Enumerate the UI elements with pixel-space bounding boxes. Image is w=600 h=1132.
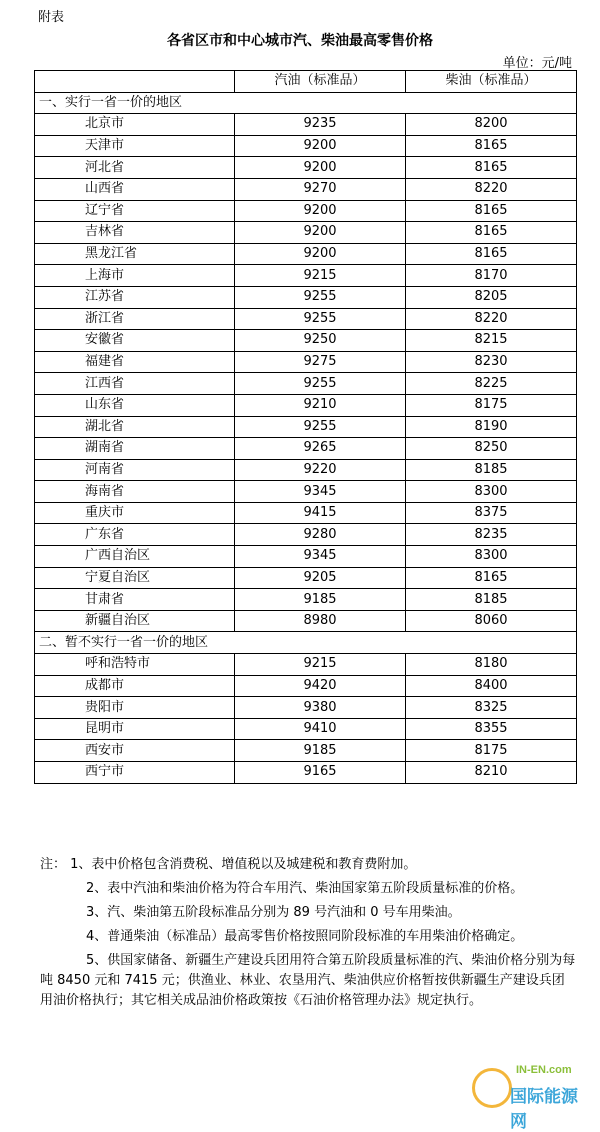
diesel-price-cell: 8250 [406, 438, 577, 460]
watermark-logo [472, 1060, 592, 1132]
region-cell: 成都市 [35, 675, 235, 697]
table-row [35, 394, 577, 416]
note-3: 3、汽、柴油第五阶段标准品分别为 89 号汽油和 0 号车用柴油。 [86, 905, 461, 920]
watermark-site: IN-EN.com [516, 1064, 572, 1076]
region-cell: 天津市 [35, 135, 235, 157]
gasoline-price-cell: 9255 [235, 286, 406, 308]
gasoline-price-cell: 9345 [235, 481, 406, 503]
gasoline-price-cell: 9215 [235, 654, 406, 676]
table-row [35, 589, 577, 611]
sun-icon [472, 1068, 512, 1108]
region-cell: 辽宁省 [35, 200, 235, 222]
diesel-price-cell: 8165 [406, 157, 577, 179]
region-cell: 吉林省 [35, 222, 235, 244]
region-cell: 湖南省 [35, 438, 235, 460]
region-cell: 新疆自治区 [35, 610, 235, 632]
gasoline-price-cell: 9220 [235, 459, 406, 481]
diesel-price-cell: 8165 [406, 567, 577, 589]
diesel-price-cell: 8165 [406, 200, 577, 222]
diesel-price-cell: 8220 [406, 178, 577, 200]
table-row [35, 222, 577, 244]
diesel-price-cell: 8185 [406, 589, 577, 611]
gasoline-price-cell: 9200 [235, 243, 406, 265]
region-cell: 甘肃省 [35, 589, 235, 611]
gasoline-price-cell: 9380 [235, 697, 406, 719]
gasoline-price-cell: 9255 [235, 416, 406, 438]
table-row [35, 200, 577, 222]
table-row [35, 330, 577, 352]
region-cell: 呼和浩特市 [35, 654, 235, 676]
gasoline-price-cell: 9185 [235, 589, 406, 611]
section-row [35, 92, 577, 114]
table-row [35, 438, 577, 460]
header-region [35, 71, 235, 93]
region-cell: 河南省 [35, 459, 235, 481]
diesel-price-cell: 8165 [406, 222, 577, 244]
region-cell: 广东省 [35, 524, 235, 546]
gasoline-price-cell: 9215 [235, 265, 406, 287]
gasoline-price-cell: 9235 [235, 114, 406, 136]
gasoline-price-cell: 9255 [235, 373, 406, 395]
region-cell: 西宁市 [35, 762, 235, 784]
table-row [35, 762, 577, 784]
gasoline-price-cell: 9210 [235, 394, 406, 416]
region-cell: 浙江省 [35, 308, 235, 330]
diesel-price-cell: 8205 [406, 286, 577, 308]
appendix-label: 附表 [38, 10, 65, 25]
diesel-price-cell: 8185 [406, 459, 577, 481]
note-5: 5、供国家储备、新疆生产建设兵团用符合第五阶段质量标准的汽、柴油价格分别为每吨 8450 元和 7415 元；供渔业、林业、农垦用汽、柴油供应价格暂按供新疆生产建设兵团用油价格执行；其它相关成品油价格政策按《石油价格管理办法》规定执行。 [40, 953, 576, 1008]
table-row [35, 697, 577, 719]
table-row [35, 546, 577, 568]
table-row [35, 351, 577, 373]
table-row [35, 481, 577, 503]
table-row [35, 459, 577, 481]
table-row [35, 610, 577, 632]
diesel-price-cell: 8220 [406, 308, 577, 330]
section-row [35, 632, 577, 654]
diesel-price-cell: 8165 [406, 135, 577, 157]
header-gasoline: 汽油（标准品） [235, 71, 406, 93]
diesel-price-cell: 8300 [406, 481, 577, 503]
region-cell: 江苏省 [35, 286, 235, 308]
note-2: 2、表中汽油和柴油价格为符合车用汽、柴油国家第五阶段质量标准的价格。 [86, 881, 524, 896]
gasoline-price-cell: 9345 [235, 546, 406, 568]
diesel-price-cell: 8200 [406, 114, 577, 136]
diesel-price-cell: 8190 [406, 416, 577, 438]
table-row [35, 740, 577, 762]
diesel-price-cell: 8215 [406, 330, 577, 352]
table-row [35, 135, 577, 157]
gasoline-price-cell: 9185 [235, 740, 406, 762]
gasoline-price-cell: 9200 [235, 157, 406, 179]
table-row [35, 114, 577, 136]
region-cell: 江西省 [35, 373, 235, 395]
table-row [35, 265, 577, 287]
gasoline-price-cell: 9200 [235, 200, 406, 222]
unit-label: 单位：元/吨 [502, 56, 572, 71]
diesel-price-cell: 8180 [406, 654, 577, 676]
table-row [35, 567, 577, 589]
gasoline-price-cell: 9415 [235, 502, 406, 524]
table-row [35, 286, 577, 308]
region-cell: 福建省 [35, 351, 235, 373]
gasoline-price-cell: 9420 [235, 675, 406, 697]
table-row [35, 157, 577, 179]
diesel-price-cell: 8170 [406, 265, 577, 287]
gasoline-price-cell: 9255 [235, 308, 406, 330]
table-header-row [35, 71, 577, 93]
region-cell: 昆明市 [35, 718, 235, 740]
diesel-price-cell: 8225 [406, 373, 577, 395]
table-row [35, 373, 577, 395]
diesel-price-cell: 8060 [406, 610, 577, 632]
header-diesel: 柴油（标准品） [406, 71, 577, 93]
gasoline-price-cell: 9250 [235, 330, 406, 352]
diesel-price-cell: 8355 [406, 718, 577, 740]
table-row [35, 675, 577, 697]
diesel-price-cell: 8165 [406, 243, 577, 265]
region-cell: 河北省 [35, 157, 235, 179]
table-row [35, 308, 577, 330]
diesel-price-cell: 8375 [406, 502, 577, 524]
diesel-price-cell: 8325 [406, 697, 577, 719]
region-cell: 宁夏自治区 [35, 567, 235, 589]
region-cell: 山西省 [35, 178, 235, 200]
gasoline-price-cell: 9200 [235, 135, 406, 157]
table-row [35, 416, 577, 438]
region-cell: 安徽省 [35, 330, 235, 352]
region-cell: 湖北省 [35, 416, 235, 438]
watermark-name: 国际能源网 [510, 1087, 578, 1132]
diesel-price-cell: 8210 [406, 762, 577, 784]
region-cell: 重庆市 [35, 502, 235, 524]
region-cell: 山东省 [35, 394, 235, 416]
table-row [35, 524, 577, 546]
table-row [35, 243, 577, 265]
table-row [35, 178, 577, 200]
region-cell: 贵阳市 [35, 697, 235, 719]
note-1: 注： 1、表中价格包含消费税、增值税以及城建税和教育费附加。 [40, 857, 417, 872]
section-label: 二、暂不实行一省一价的地区 [35, 632, 577, 654]
gasoline-price-cell: 9410 [235, 718, 406, 740]
diesel-price-cell: 8230 [406, 351, 577, 373]
gasoline-price-cell: 9205 [235, 567, 406, 589]
gasoline-price-cell: 9275 [235, 351, 406, 373]
table-row [35, 718, 577, 740]
diesel-price-cell: 8175 [406, 394, 577, 416]
gasoline-price-cell: 8980 [235, 610, 406, 632]
gasoline-price-cell: 9265 [235, 438, 406, 460]
section-label: 一、实行一省一价的地区 [35, 92, 577, 114]
diesel-price-cell: 8235 [406, 524, 577, 546]
gasoline-price-cell: 9280 [235, 524, 406, 546]
price-table [34, 70, 577, 784]
gasoline-price-cell: 9270 [235, 178, 406, 200]
region-cell: 北京市 [35, 114, 235, 136]
region-cell: 上海市 [35, 265, 235, 287]
gasoline-price-cell: 9200 [235, 222, 406, 244]
page-title: 各省区市和中心城市汽、柴油最高零售价格 [167, 33, 433, 49]
note-4: 4、普通柴油（标准品）最高零售价格按照同阶段标准的车用柴油价格确定。 [86, 929, 524, 944]
notes [40, 855, 576, 1015]
region-cell: 黑龙江省 [35, 243, 235, 265]
diesel-price-cell: 8400 [406, 675, 577, 697]
region-cell: 西安市 [35, 740, 235, 762]
gasoline-price-cell: 9165 [235, 762, 406, 784]
diesel-price-cell: 8175 [406, 740, 577, 762]
region-cell: 广西自治区 [35, 546, 235, 568]
table-row [35, 654, 577, 676]
diesel-price-cell: 8300 [406, 546, 577, 568]
table-row [35, 502, 577, 524]
region-cell: 海南省 [35, 481, 235, 503]
